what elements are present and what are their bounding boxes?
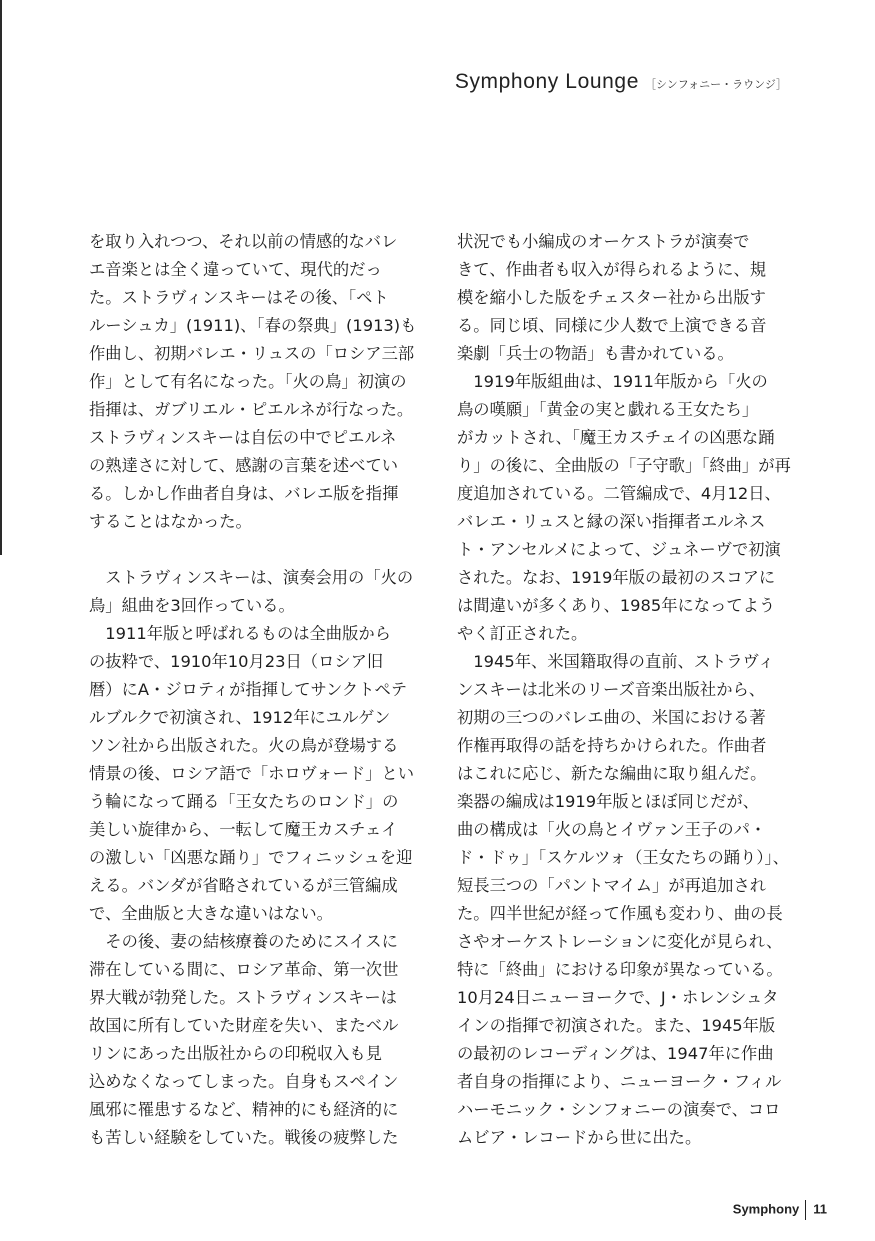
text-line: ソン社から出版された。火の鳥が登場する <box>89 736 399 755</box>
text-line: はこれに応じ、新たな編曲に取り組んだ。 <box>457 764 767 783</box>
text-line: 楽器の編成は1919年版とほぼ同じだが、 <box>457 792 759 811</box>
text-line: ストラヴィンスキーは自伝の中でピエルネ <box>89 428 397 447</box>
text-line: も苦しい経験をしていた。戦後の疲弊した <box>89 1128 399 1147</box>
text-line: 特に「終曲」における印象が異なっている。 <box>457 960 783 979</box>
text-line: る。しかし作曲者自身は、バレエ版を指揮 <box>89 484 399 503</box>
text-line: リンにあった出版社からの印税収入も見 <box>89 1044 382 1063</box>
text-line: 滞在している間に、ロシア革命、第一次世 <box>89 960 399 979</box>
page-number: 11 <box>813 1201 827 1217</box>
right-text-column <box>457 228 797 1152</box>
text-line: ムビア・レコードから世に出た。 <box>457 1128 702 1147</box>
text-line: 楽劇「兵士の物語」も書かれている。 <box>457 344 734 363</box>
text-line: 作権再取得の話を持ちかけられた。作曲者 <box>457 736 767 755</box>
text-line: える。バンダが省略されているが三管編成 <box>89 876 398 895</box>
text-line: で、全曲版と大きな違いはない。 <box>89 904 333 923</box>
text-line: 曲の構成は「火の鳥とイヴァン王子のパ・ <box>457 820 767 839</box>
text-line: の熟達さに対して、感謝の言葉を述べてい <box>89 456 399 475</box>
text-line: は間違いが多くあり、1985年になってよう <box>457 596 776 615</box>
text-line: 度追加されている。二管編成で、4月12日、 <box>457 484 781 503</box>
text-line: 初期の三つのバレエ曲の、米国における著 <box>457 708 766 727</box>
text-line: 状況でも小編成のオーケストラが演奏で <box>457 232 750 251</box>
text-line: 暦）にA・ジロティが指揮してサンクトペテ <box>89 680 408 699</box>
text-line: ト・アンセルメによって、ジュネーヴで初演 <box>457 540 781 559</box>
text-line: 鳥の嘆願」「黄金の実と戯れる王女たち」 <box>457 400 759 419</box>
text-line: た。ストラヴィンスキーはその後、「ペト <box>89 288 389 307</box>
text-line: その後、妻の結核療養のためにスイスに <box>89 932 398 951</box>
section-subtitle: ［シンフォニー・ラウンジ］ <box>644 78 787 91</box>
text-line: エ音楽とは全く違っていて、現代的だっ <box>89 260 382 279</box>
text-line: 模を縮小した版をチェスター社から出版す <box>457 288 766 307</box>
text-line: の最初のレコーディングは、1947年に作曲 <box>457 1044 774 1063</box>
text-line: た。四半世紀が経って作風も変わり、曲の長 <box>457 904 783 923</box>
text-line: することはなかった。 <box>89 512 252 531</box>
text-line: 作」として有名になった。「火の鳥」初演の <box>89 372 407 391</box>
text-line: 鳥」組曲を3回作っている。 <box>89 596 295 615</box>
text-line: がカットされ、「魔王カスチェイの凶悪な踊 <box>457 428 775 447</box>
text-line: を取り入れつつ、それ以前の情感的なバレ <box>89 232 398 251</box>
text-line: バレエ・リュスと縁の深い指揮者エルネス <box>457 512 766 531</box>
text-line: ハーモニック・シンフォニーの演奏で、コロ <box>457 1100 781 1119</box>
text-line: 作曲し、初期バレエ・リュスの「ロシア三部 <box>89 344 415 363</box>
text-line: 1945年、米国籍取得の直前、ストラヴィ <box>457 652 775 671</box>
text-line: やく訂正された。 <box>457 624 588 643</box>
text-line: ルーシュカ」(1911)、「春の祭典」(1913)も <box>89 316 417 335</box>
section-header <box>455 70 787 94</box>
section-title: Symphony Lounge <box>454 70 639 93</box>
text-line: 美しい旋律から、一転して魔王カスチェイ <box>89 820 398 839</box>
text-line: 込めなくなってしまった。自身もスペイン <box>89 1072 399 1091</box>
text-line: 風邪に罹患するなど、精神的にも経済的に <box>89 1100 399 1119</box>
text-line: ンスキーは北米のリーズ音楽出版社から、 <box>457 680 766 699</box>
text-line: ド・ドゥ」「スケルツォ（王女たちの踊り）」、 <box>457 848 789 867</box>
text-line: 情景の後、ロシア語で「ホロヴォード」とい <box>89 764 414 783</box>
text-line <box>89 536 429 564</box>
text-line: さやオーケストレーションに変化が見られ、 <box>457 932 783 951</box>
footer-divider <box>805 1200 806 1220</box>
text-line: された。なお、1919年版の最初のスコアに <box>457 568 776 587</box>
text-line: きて、作曲者も収入が得られるように、規 <box>457 260 767 279</box>
text-line: う輪になって踊る「王女たちのロンド」の <box>89 792 399 811</box>
text-line: り」の後に、全曲版の「子守歌」「終曲」が再 <box>457 456 791 475</box>
binding-edge-line <box>0 0 2 555</box>
text-line: 界大戦が勃発した。ストラヴィンスキーは <box>89 988 397 1007</box>
text-line: 者自身の指揮により、ニューヨーク・フィル <box>457 1072 782 1091</box>
text-line: の激しい「凶悪な踊り」でフィニッシュを迎 <box>89 848 413 867</box>
magazine-name: Symphony <box>732 1201 800 1217</box>
text-line: 故国に所有していた財産を失い、またベル <box>89 1016 399 1035</box>
text-line: ストラヴィンスキーは、演奏会用の「火の <box>89 568 414 587</box>
text-line: る。同じ頃、同様に少人数で上演できる音 <box>457 316 767 335</box>
text-line: インの指揮で初演された。また、1945年版 <box>457 1016 776 1035</box>
text-line: 短長三つの「パントマイム」が再追加され <box>457 876 767 895</box>
text-line: の抜粋で、1910年10月23日（ロシア旧 <box>89 652 384 671</box>
text-line: 10月24日ニューヨークで、J・ホレンシュタ <box>457 988 779 1007</box>
left-text-column <box>89 228 429 1152</box>
text-line: ルブルクで初演され、1912年にユルゲン <box>89 708 391 727</box>
page-footer <box>733 1200 827 1220</box>
text-line: 1911年版と呼ばれるものは全曲版から <box>89 624 391 643</box>
text-line: 1919年版組曲は、1911年版から「火の <box>457 372 768 391</box>
text-line: 指揮は、ガブリエル・ピエルネが行なった。 <box>89 400 414 419</box>
